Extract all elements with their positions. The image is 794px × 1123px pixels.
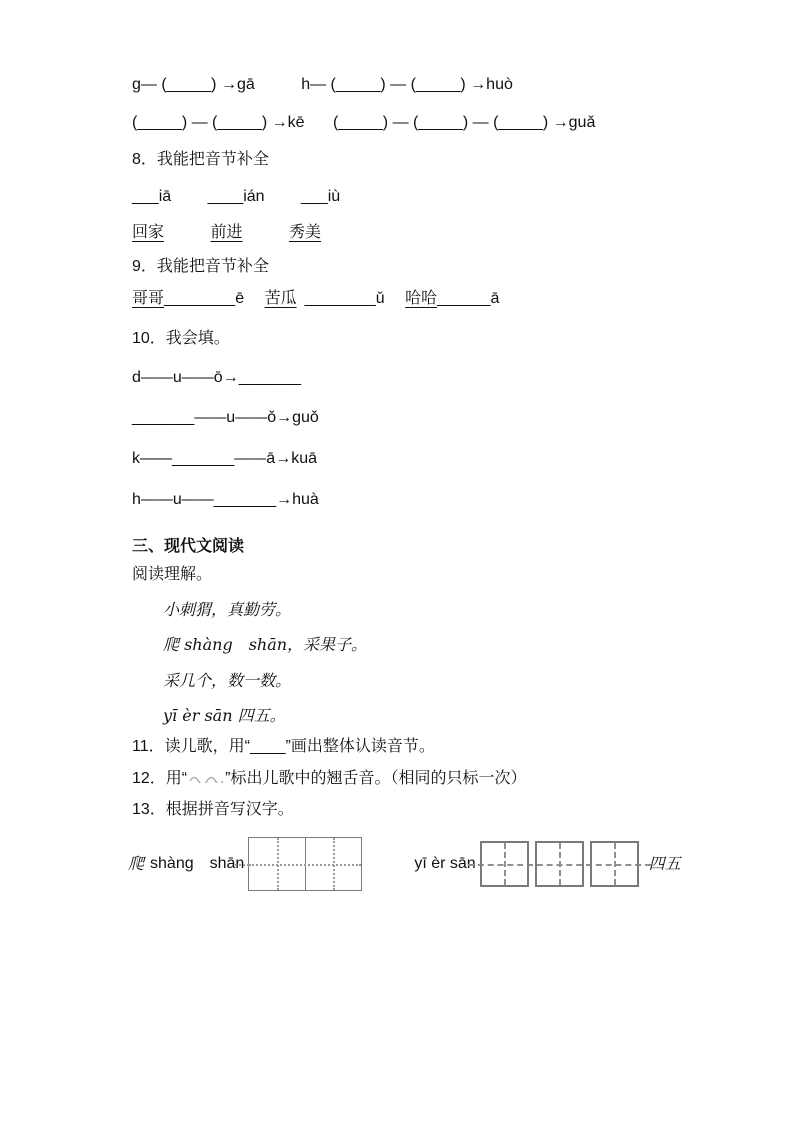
poem-line-1 <box>163 599 291 621</box>
q13-left-pinyin: shàng shān <box>150 855 245 872</box>
q10-title <box>132 328 230 350</box>
q10-label: 10．我会填。 <box>132 330 230 347</box>
q13-writing-row <box>128 836 681 892</box>
q8-syllable-2: ____ián <box>207 188 265 205</box>
q10-row-2 <box>132 407 319 429</box>
section3-intro <box>132 564 212 586</box>
q8-word-2: 前进 <box>210 224 243 241</box>
q9-title <box>132 256 269 278</box>
grid-vertical-dashed-line <box>559 843 561 885</box>
poem-line-3-text: 采几个，数一数。 <box>163 671 292 690</box>
poem-line-2-text: 爬 shàng shān，采果子。 <box>163 635 368 654</box>
q7-row-1 <box>132 74 513 96</box>
grid-horizontal-dotted-line <box>249 864 361 866</box>
section3-heading-text: 三、现代文阅读 <box>132 538 245 555</box>
grid-vertical-dashed-line <box>614 843 616 885</box>
q13-label: 13．根据拼音写汉字。 <box>132 801 294 818</box>
q8-syllable-1: ___iā <box>132 188 172 205</box>
q8-word-3: 秀美 <box>288 224 321 241</box>
poem-line-1-text: 小刺猬，真勤劳。 <box>163 600 292 619</box>
q11-title <box>132 736 435 758</box>
q9-word-3: 哈哈 <box>405 290 438 307</box>
q9-word-2: 苦瓜 <box>264 290 297 307</box>
poem-line-4-text: yī èr sān 四五。 <box>163 706 286 725</box>
writing-grid-square <box>480 841 529 887</box>
grid-vertical-dotted-line <box>277 838 279 890</box>
q13-title <box>132 799 294 821</box>
q10-line-duo: d——u——ō→_______ <box>132 369 301 386</box>
q10-line-kua: k——_______——ā→kuā <box>132 450 317 467</box>
q7-row-2 <box>132 112 595 134</box>
q8-label: 8．我能把音节补全 <box>132 151 269 168</box>
q7-item-huo: h— (_____) — (_____) →huò <box>301 76 513 93</box>
q7-item-ke: (_____) — (_____) →kē <box>132 114 305 131</box>
q13-right-suffix: 四五 <box>648 854 681 873</box>
q9-blank-1: ________ē <box>164 290 245 307</box>
writing-grid-square-row <box>480 841 639 887</box>
q8-syllable-row <box>132 186 340 208</box>
wavy-underline-icon <box>189 768 223 790</box>
q10-row-3 <box>132 448 317 470</box>
writing-grid-two-cell <box>248 837 362 891</box>
q10-line-guo: _______——u——ǒ→guǒ <box>132 409 319 426</box>
q12-label-before: 12．用“ <box>132 770 188 787</box>
q12-label-after: ”标出儿歌中的翘舌音。（相同的只标一次） <box>225 770 527 787</box>
section3-heading <box>132 536 244 558</box>
q10-row-1 <box>132 367 301 389</box>
grid-vertical-dotted-line <box>333 838 335 890</box>
q7-item-gua: (_____) — (_____) — (_____) →guǎ <box>332 114 596 131</box>
grid-vertical-dashed-line <box>504 843 506 885</box>
writing-grid-square <box>590 841 639 887</box>
q11-label: 11．读儿歌，用“____”画出整体认读音节。 <box>132 738 435 755</box>
writing-grid-square <box>535 841 584 887</box>
q9-blank-2: ________ǔ <box>304 290 385 307</box>
q13-right-pinyin: yī èr sān <box>414 855 476 872</box>
q9-row <box>132 288 499 310</box>
q7-item-ga: g— (_____) →gā <box>132 76 255 93</box>
q13-left-hanzi: 爬 <box>128 854 145 873</box>
q9-blank-3: ______ā <box>437 290 500 307</box>
poem-line-3 <box>163 670 291 692</box>
q10-row-4 <box>132 489 319 511</box>
q9-word-1: 哥哥 <box>132 290 165 307</box>
q12-title <box>132 768 526 790</box>
section3-intro-text: 阅读理解。 <box>132 566 213 583</box>
q8-title <box>132 149 269 171</box>
poem-line-4 <box>163 705 286 727</box>
q10-line-hua: h——u——_______→huà <box>132 491 319 508</box>
q8-word-1: 回家 <box>132 224 165 241</box>
q8-syllable-3: ___iù <box>301 188 341 205</box>
q9-label: 9．我能把音节补全 <box>132 258 269 275</box>
poem-line-2 <box>163 634 367 656</box>
q8-word-row <box>132 222 321 244</box>
